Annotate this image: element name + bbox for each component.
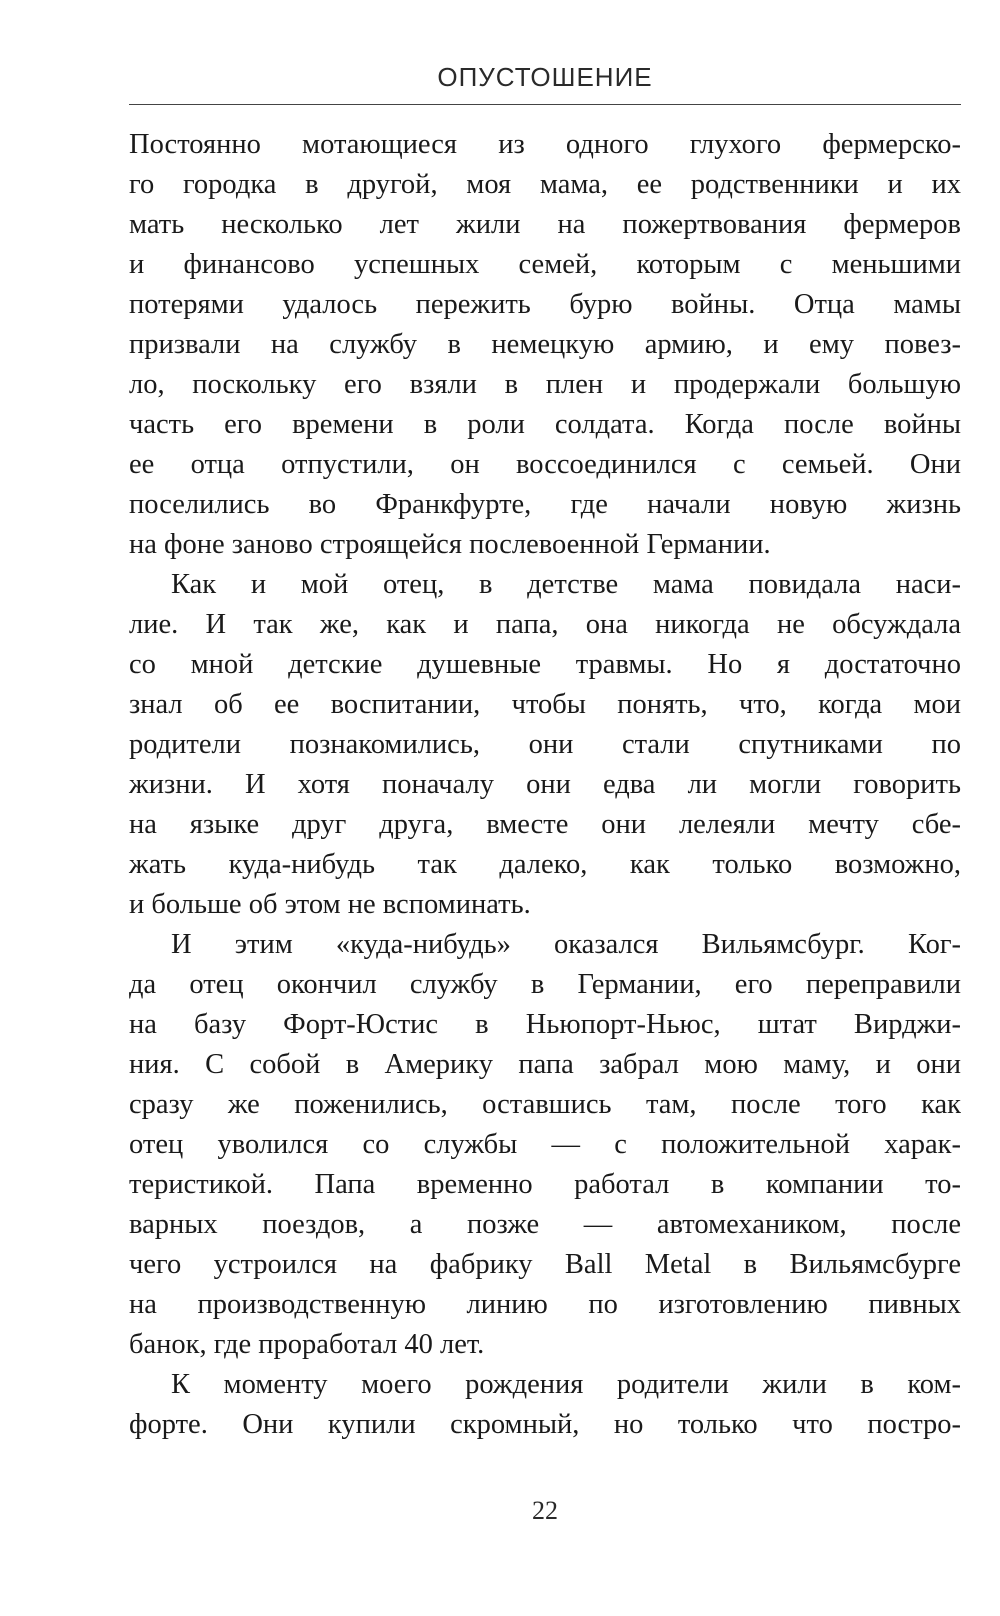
page-number: 22 <box>532 1496 558 1525</box>
text-line: жизни. И хотя поначалу они едва ли могли говорить <box>129 769 961 800</box>
text-line: на производственную линию по изготовлению пивных <box>129 1289 961 1320</box>
text-line: да отец окончил службу в Германии, его переправили <box>129 969 961 1000</box>
text-line: мать несколько лет жили на пожертвования фермеров <box>129 209 961 240</box>
text-line: И этим «куда-нибудь» оказался Вильямсбург. Ког- <box>171 929 961 960</box>
text-line: отец уволился со службы — с положительной харак- <box>129 1129 961 1160</box>
text-line: ее отца отпустили, он воссоединился с семьей. Они <box>129 449 961 480</box>
text-line: банок, где проработал 40 лет. <box>129 1329 485 1360</box>
body-text <box>129 125 961 1445</box>
text-line: варных поездов, а позже — автомехаником, после <box>129 1209 961 1240</box>
running-head: ОПУСТОШЕНИЕ <box>437 62 653 92</box>
text-line: го городка в другой, моя мама, ее родственники и их <box>129 169 961 200</box>
text-line: ло, поскольку его взяли в плен и продержали большую <box>129 369 961 400</box>
header-rule <box>129 104 961 105</box>
text-line: ния. С собой в Америку папа забрал мою маму, и они <box>129 1049 961 1080</box>
text-line: родители познакомились, они стали спутниками по <box>129 729 961 760</box>
text-line: чего устроился на фабрику Ball Metal в Вильямсбурге <box>129 1249 961 1280</box>
text-line: форте. Они купили скромный, но только что постро- <box>129 1409 961 1440</box>
paragraph <box>129 925 961 1365</box>
paragraph <box>129 125 961 565</box>
text-line: сразу же поженились, оставшись там, после того как <box>129 1089 961 1120</box>
text-line: лие. И так же, как и папа, она никогда не обсуждала <box>129 609 961 640</box>
text-line: теристикой. Папа временно работал в компании то- <box>129 1169 961 1200</box>
text-line: со мной детские душевные травмы. Но я достаточно <box>129 649 961 680</box>
text-line: призвали на службу в немецкую армию, и ему повез- <box>129 329 961 360</box>
text-line: Как и мой отец, в детстве мама повидала наси- <box>171 569 961 600</box>
text-line: жать куда-нибудь так далеко, как только возможно, <box>129 849 961 880</box>
text-line: знал об ее воспитании, чтобы понять, что, когда мои <box>129 689 961 720</box>
text-line: и больше об этом не вспоминать. <box>129 889 531 920</box>
paragraph <box>129 565 961 925</box>
text-line: на базу Форт-Юстис в Ньюпорт-Ньюс, штат Вирджи- <box>129 1009 961 1040</box>
text-line: на языке друг друга, вместе они лелеяли мечту сбе- <box>129 809 961 840</box>
text-line: К моменту моего рождения родители жили в ком- <box>171 1369 961 1400</box>
text-line: и финансово успешных семей, которым с меньшими <box>129 249 961 280</box>
text-line: Постоянно мотающиеся из одного глухого фермерско- <box>129 129 961 160</box>
text-line: на фоне заново строящейся послевоенной Германии. <box>129 529 771 560</box>
text-line: поселились во Франкфурте, где начали новую жизнь <box>129 489 961 520</box>
paragraph <box>129 1365 961 1445</box>
text-line: часть его времени в роли солдата. Когда после войны <box>129 409 961 440</box>
text-line: потерями удалось пережить бурю войны. Отца мамы <box>129 289 961 320</box>
